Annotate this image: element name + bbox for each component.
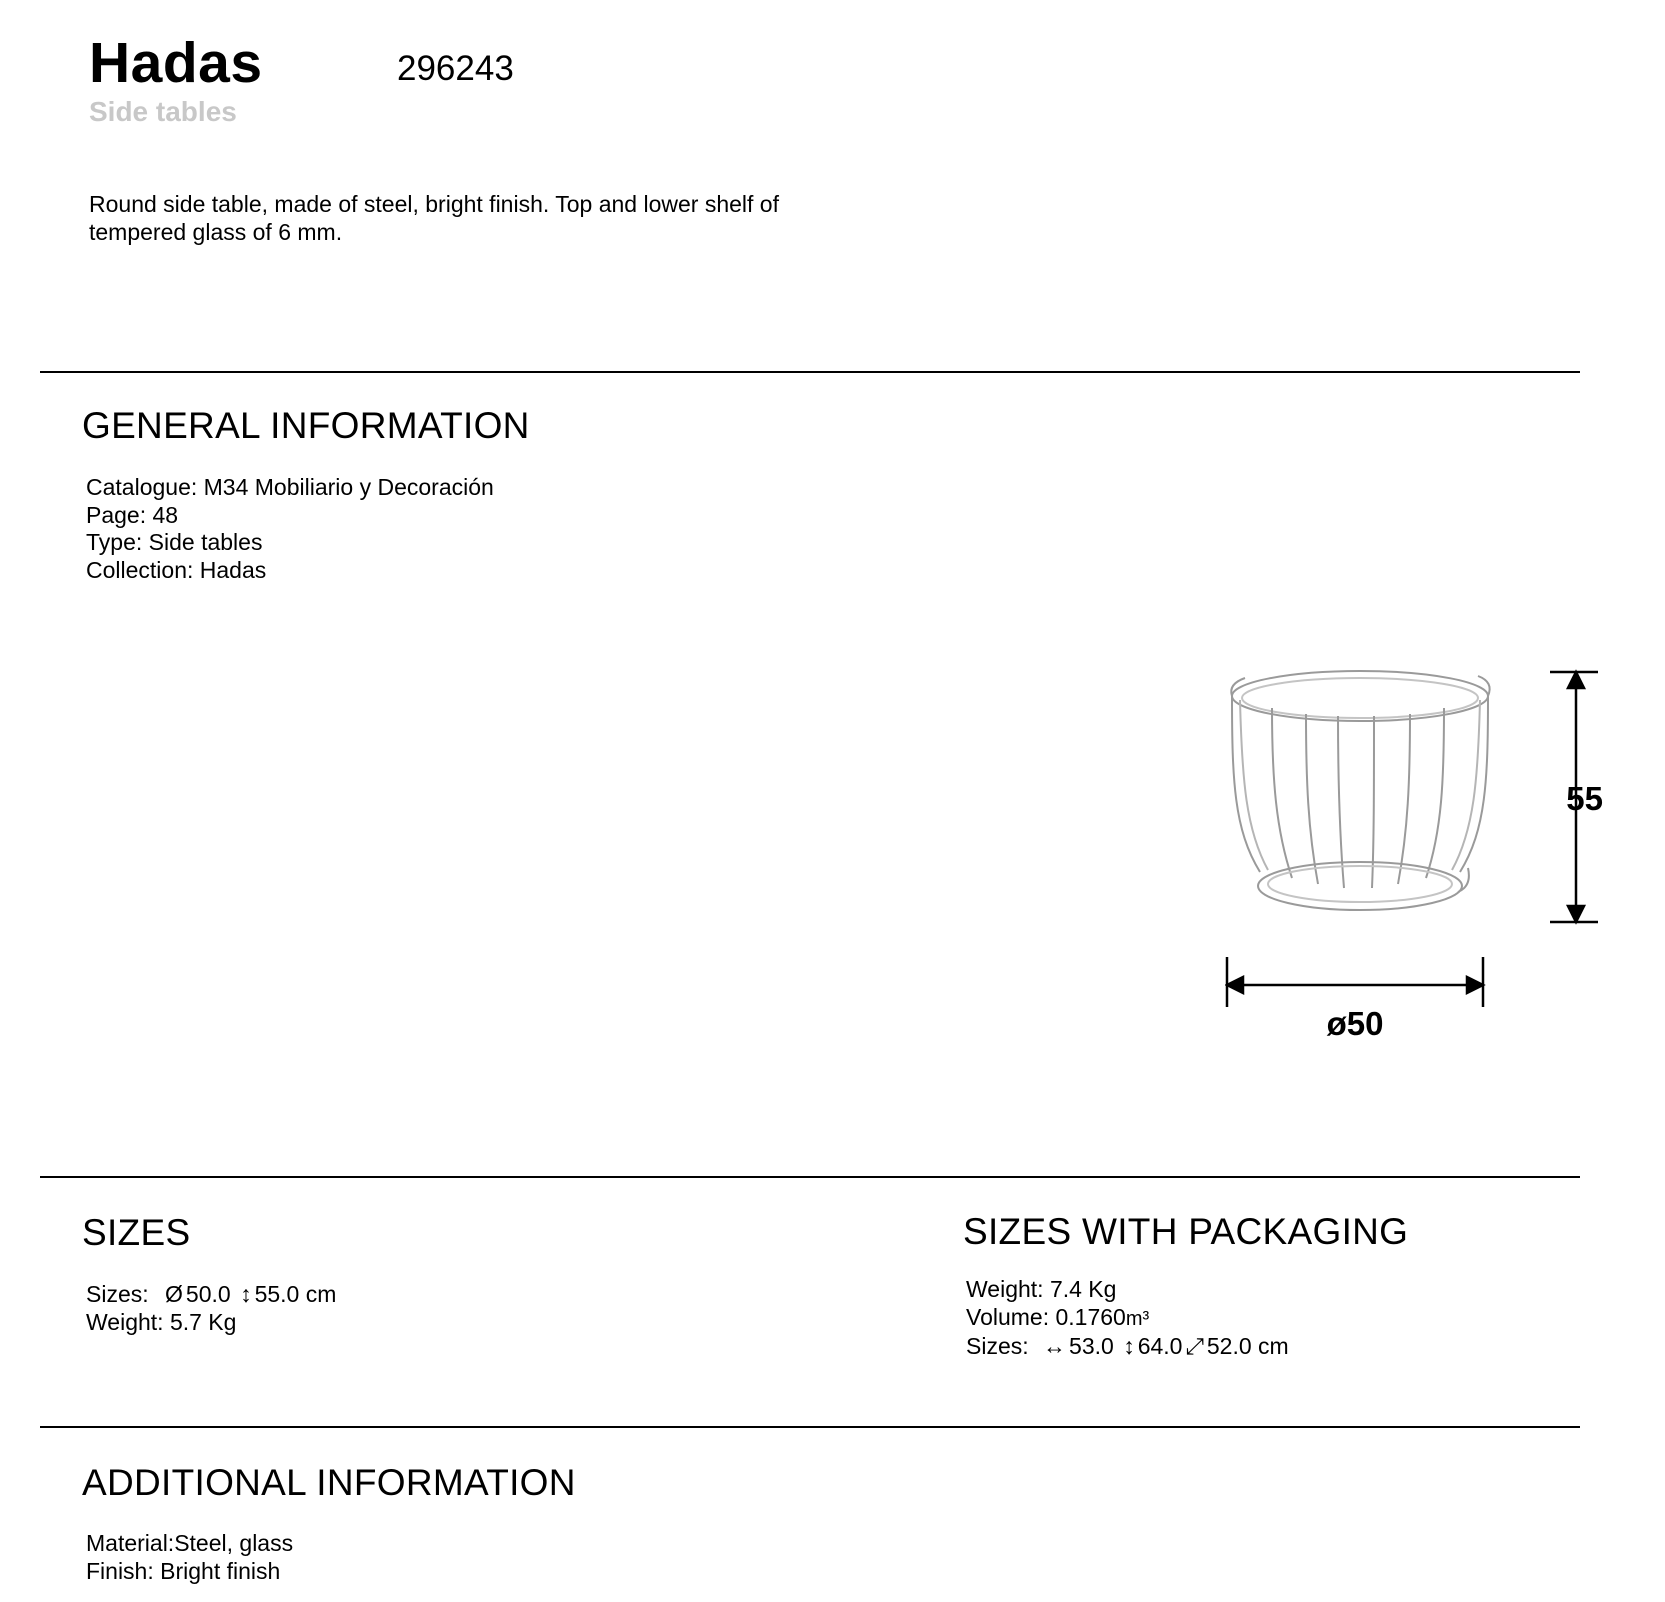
frame-rod [1398, 714, 1410, 884]
product-code: 296243 [397, 49, 514, 88]
volume-label: Volume: 0.1760 [966, 1303, 1126, 1330]
height-value: 55.0 cm [254, 1281, 337, 1307]
height-dimension-label: 55 [1566, 780, 1603, 817]
width-icon: ↔ [1043, 1333, 1067, 1359]
sizes-heading: SIZES [82, 1212, 191, 1253]
diameter-value: 50.0 [185, 1281, 231, 1307]
section-divider [40, 1426, 1580, 1428]
packaging-heading: SIZES WITH PACKAGING [963, 1211, 1409, 1252]
finish-line: Finish: Bright finish [86, 1557, 281, 1584]
general-information-heading: GENERAL INFORMATION [82, 405, 530, 446]
collection-line: Collection: Hadas [86, 556, 267, 583]
frame-rod-left [1232, 696, 1260, 872]
frame-rod-right [1460, 696, 1488, 872]
height-value: 64.0 [1137, 1333, 1183, 1359]
product-description: Round side table, made of steel, bright finish. Top and lower shelf of tempered glass of 6 mm. [89, 191, 779, 245]
depth-value: 52.0 cm [1206, 1333, 1289, 1359]
height-icon: ↕ [1123, 1333, 1135, 1359]
volume-unit: m³ [1125, 1307, 1150, 1330]
frame-rod [1306, 714, 1318, 884]
page-line: Page: 48 [86, 501, 179, 528]
frame-rod [1426, 708, 1444, 878]
packaging-sizes-label: Sizes: [966, 1333, 1029, 1359]
product-title: Hadas [89, 31, 263, 95]
sizes-list [86, 1281, 336, 1336]
section-divider [40, 1176, 1580, 1178]
general-information-list [86, 474, 494, 584]
diameter-dimension-label: ø50 [1326, 1005, 1384, 1042]
width-value: 53.0 [1069, 1333, 1114, 1359]
sizes-label: Sizes: [86, 1281, 149, 1307]
packaging-sizes-line [966, 1333, 1289, 1361]
packaging-volume-line [966, 1304, 1289, 1334]
height-icon: ↕ [240, 1281, 252, 1307]
section-divider [40, 371, 1580, 373]
frame-rod [1272, 708, 1292, 878]
catalogue-line: Catalogue: M34 Mobiliario y Decoración [86, 474, 494, 500]
product-category: Side tables [89, 96, 237, 127]
material-line: Material:Steel, glass [86, 1530, 294, 1556]
additional-information-list [86, 1530, 293, 1585]
packaging-weight-line: Weight: 7.4 Kg [966, 1276, 1117, 1302]
sizes-line [86, 1281, 336, 1309]
depth-icon: ⤢ [1185, 1333, 1204, 1359]
additional-information-heading: ADDITIONAL INFORMATION [82, 1462, 576, 1503]
type-line: Type: Side tables [86, 529, 263, 555]
weight-line: Weight: 5.7 Kg [86, 1308, 237, 1335]
diameter-icon: Ø [165, 1281, 183, 1307]
diameter-dimension [1225, 955, 1505, 1055]
packaging-list [966, 1276, 1289, 1361]
